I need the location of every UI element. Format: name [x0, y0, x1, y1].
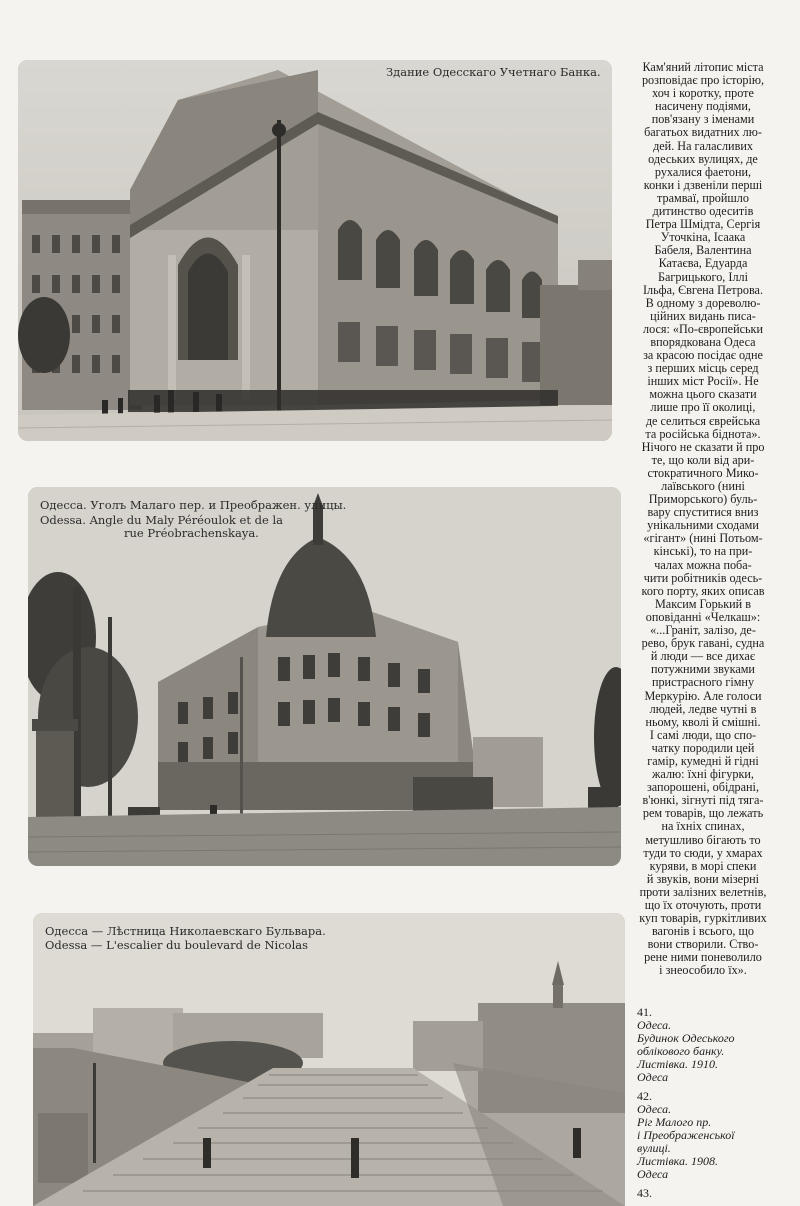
caption-line: і Преображенської	[637, 1128, 735, 1142]
article-line: туди то сюди, у хмарах	[643, 845, 763, 860]
article-line: метушливо бігають то	[645, 832, 761, 847]
article-line: людей, ледве чутні в	[649, 701, 757, 716]
postcard-caption-line-2: Odessa — L'escalier du boulevard de Nicolas	[45, 938, 309, 952]
caption-number: 41.	[637, 1005, 652, 1019]
article-line: за красою посідає одне	[643, 348, 763, 363]
figure-captions	[637, 1000, 797, 1200]
article-line: «...Граніт, залізо, де-	[650, 623, 756, 638]
article-line: унікальними сходами	[647, 518, 759, 533]
article-line: Багрицького, Іллі	[658, 269, 748, 284]
article-line: розповідає про історію,	[641, 73, 765, 88]
article-line: інших міст Росії». Не	[647, 374, 759, 389]
article-line: конки і дзвеніли перші	[643, 177, 763, 192]
caption-line: Одеса.	[637, 1018, 672, 1032]
article-line: кого порту, яких описав	[641, 583, 765, 598]
article-line: хоч і коротку, проте	[652, 86, 754, 101]
article-line: Петра Шмідта, Сергія	[645, 217, 761, 232]
article-line: на їхніх спинах,	[661, 819, 745, 834]
article-text-column	[614, 61, 792, 978]
postcard-caption-line-3: rue Préobrachenskaya.	[124, 526, 259, 540]
caption-line: облікового банку.	[637, 1044, 725, 1058]
article-line: й звуків, вони мізерні	[646, 871, 760, 886]
article-line: і знеособило їх».	[659, 963, 747, 978]
article-line: ньому, кволі й смішні.	[645, 714, 761, 729]
article-line: Ільфа, Євгена Петрова.	[642, 282, 764, 297]
article-line: чалах можна поба-	[654, 557, 752, 572]
article-line: пристрасного гімну	[651, 675, 755, 690]
article-line: одеських вулицях, де	[648, 151, 758, 166]
article-line: Нічого не сказати й про	[641, 439, 765, 454]
article-line: Максим Горький в	[654, 596, 752, 611]
article-line: куп товарів, гуркітливих	[639, 911, 767, 926]
article-line: трамваї, пройшло	[657, 190, 749, 205]
postcard-photo-corner	[28, 487, 621, 866]
article-line: І самі люди, що спо-	[649, 727, 757, 742]
article-line: те, що коли від ари-	[651, 452, 755, 467]
postcard-photo-bank	[18, 60, 612, 441]
article-line: й люди — все дихає	[650, 649, 756, 664]
caption-line: Ріг Малого пр.	[637, 1115, 712, 1129]
article-line: дитинство одеситів	[652, 204, 754, 219]
article-line: запорошені, обідрані,	[646, 780, 759, 795]
caption-number: 42.	[637, 1089, 652, 1103]
caption-line: Одеса	[637, 1167, 669, 1181]
article-line: лаївського (нині	[661, 479, 745, 493]
postcard-photo-stairs	[33, 913, 625, 1206]
article-line: що їх оточують, проти	[644, 898, 762, 912]
article-line: де селиться єврейська	[645, 413, 761, 428]
caption-line: вулиці.	[637, 1141, 671, 1155]
article-line: вагонів і всього, що	[651, 924, 755, 939]
article-line: гамір, кумедні й гідні	[647, 753, 759, 768]
corner-building-image	[28, 487, 621, 866]
article-line: оповіданні «Челкаш»:	[645, 609, 761, 624]
article-line: Уточкіна, Ісаака	[660, 230, 746, 245]
caption-line: Одеса	[637, 1070, 669, 1084]
postcard-caption-line-2: Odessa. Angle du Maly Péréoulok et de la	[40, 513, 283, 527]
article-line: чити робітників одесь-	[643, 570, 763, 585]
article-line: пов'язану з іменами	[651, 112, 755, 127]
article-line: чатку породили цей	[651, 740, 755, 755]
article-line: насичену подіями,	[655, 99, 751, 114]
article-line: лише про її околиці,	[650, 400, 756, 415]
article-line: Катаєва, Едуарда	[658, 256, 748, 271]
article-line: Приморського) буль-	[648, 492, 758, 507]
caption-line: Листівка. 1910.	[637, 1057, 718, 1071]
article-line: рево, брук гавані, судна	[641, 636, 765, 651]
article-line: вони створили. Ство-	[647, 937, 759, 952]
article-line: куряви, в морі спеки	[649, 858, 757, 873]
article-line: лося: «По-європейськи	[642, 321, 763, 336]
article-line: з перших місць серед	[647, 361, 759, 376]
article-line: дей. На галасливих	[653, 138, 753, 153]
article-line: жалю: їхні фігурки,	[652, 767, 754, 782]
article-line: кінські), то на при-	[653, 544, 753, 559]
article-line: Бабеля, Валентина	[654, 243, 752, 258]
article-line: ційних видань писа-	[650, 308, 756, 323]
article-line: проти залізних велетнів,	[639, 884, 767, 899]
article-line: рене ними поневолило	[644, 950, 762, 965]
article-line: рухалися фаетони,	[654, 164, 752, 179]
article-line: рем товарів, що лежать	[642, 806, 764, 821]
caption-number: 43.	[637, 1186, 652, 1200]
article-line: впорядкована Одеса	[650, 334, 756, 349]
article-line: багатьох видатних лю-	[644, 125, 762, 140]
caption-line: Будинок Одеського	[637, 1031, 735, 1045]
postcard-caption-line-1: Одесса — Лѣстница Николаевскаго Бульвара.	[45, 924, 326, 938]
caption-line: Одеса.	[637, 1102, 672, 1116]
article-line: вару спуститися вниз	[647, 505, 759, 520]
postcard-caption-line-1: Одесса. Уголъ Малаго пер. и Преображен. улицы.	[40, 498, 347, 512]
article-line: та російська біднота».	[645, 426, 761, 441]
article-line: стократичного Мико-	[647, 465, 759, 480]
caption-line: Листівка. 1908.	[637, 1154, 718, 1168]
boulevard-stairs-image	[33, 913, 625, 1206]
article-line: в'юнкі, зігнуті під тяга-	[642, 793, 764, 808]
article-line: В одному з дореволю-	[645, 295, 761, 310]
article-line: потужними звуками	[651, 662, 755, 677]
bank-building-image	[18, 60, 612, 441]
article-line: Меркурію. Але голоси	[644, 688, 762, 703]
article-line: «гігант» (нині Потьом-	[643, 531, 763, 546]
postcard-caption: Здание Одесскаго Учетнаго Банка.	[386, 65, 601, 79]
article-line: можна цього сказати	[649, 387, 757, 402]
article-line: Кам'яний літопис міста	[642, 60, 764, 74]
